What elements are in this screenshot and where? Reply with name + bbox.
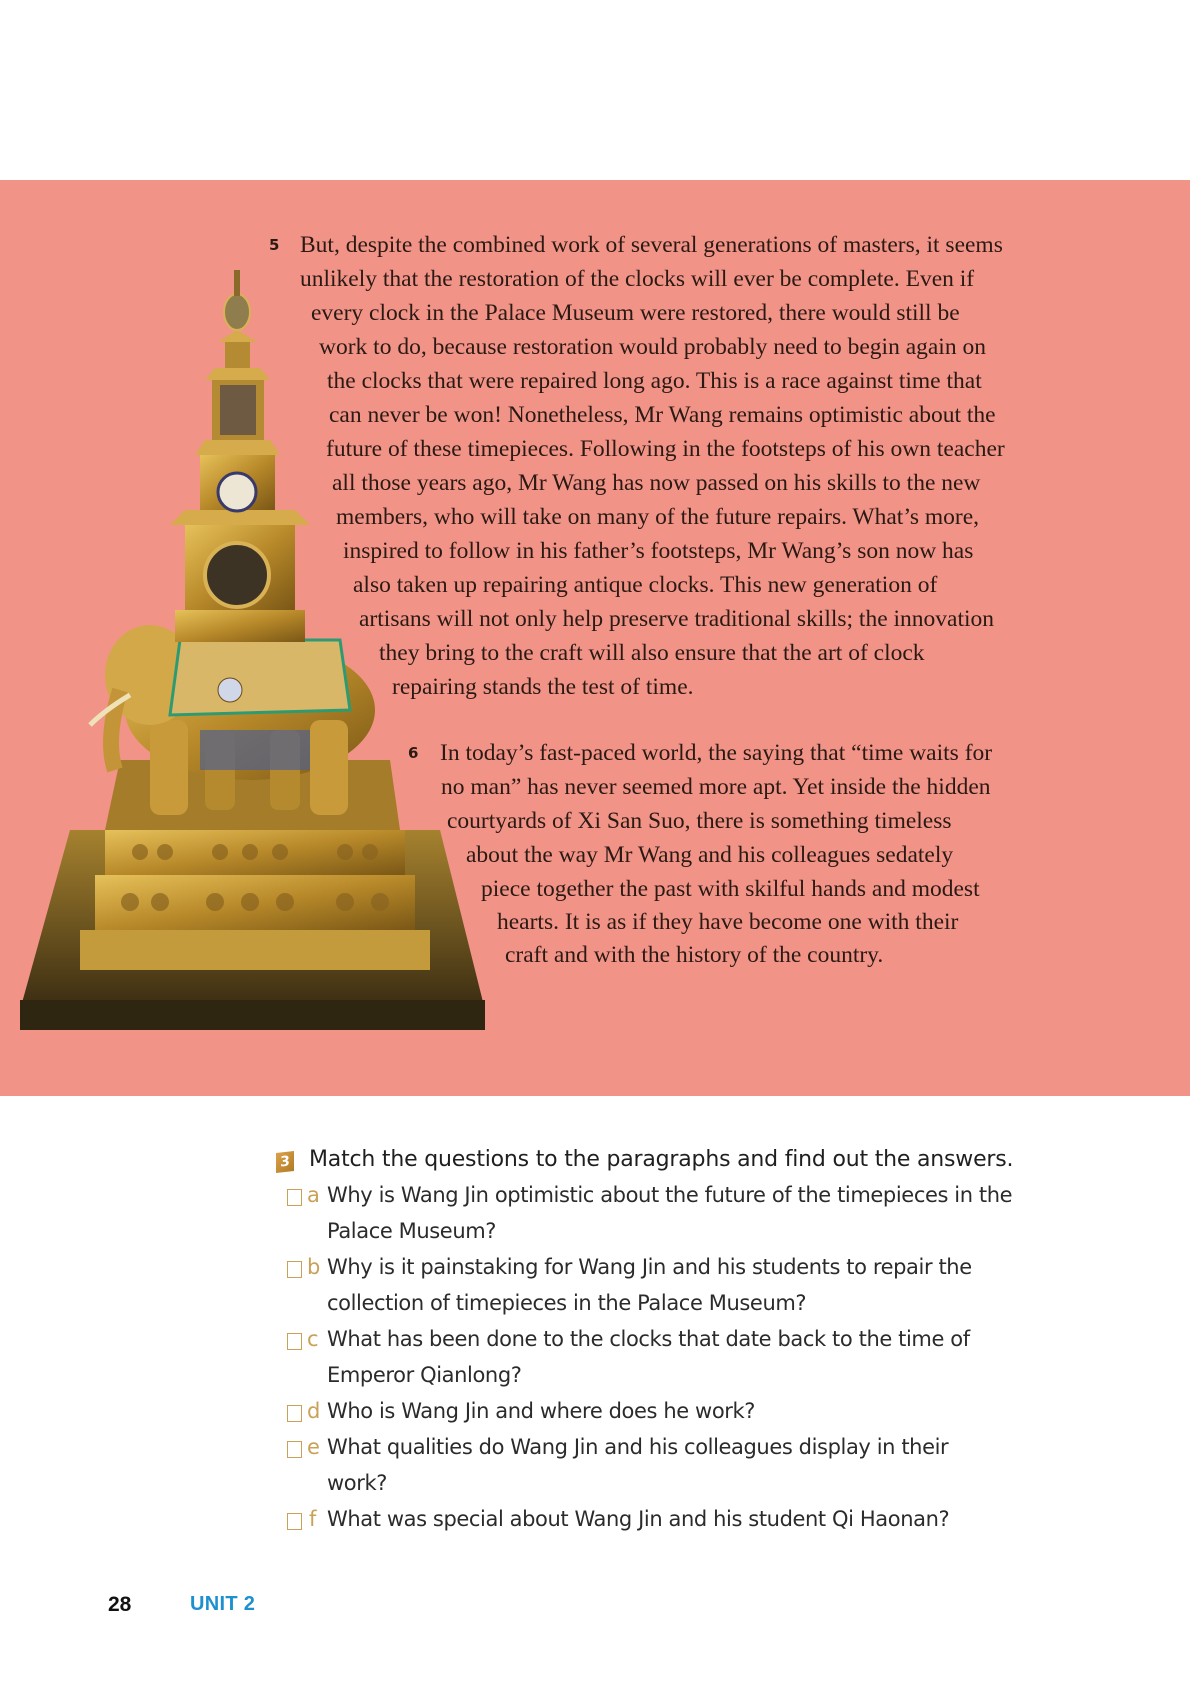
paragraph-6-line: In today’s fast-paced world, the saying that “time waits for [440, 740, 993, 766]
question-text: Why is it painstaking for Wang Jin and his students to repair the [327, 1255, 972, 1279]
paragraph-6-line: about the way Mr Wang and his colleagues sedately [466, 842, 954, 868]
question-letter: f [309, 1507, 317, 1531]
paragraph-5-line: can never be won! Nonetheless, Mr Wang remains optimistic about the [329, 402, 996, 428]
paragraph-6-line: courtyards of Xi San Suo, there is something timeless [447, 808, 952, 834]
paragraph-5-line: inspired to follow in his father’s footsteps, Mr Wang’s son now has [343, 538, 974, 564]
paragraph-5-line: But, despite the combined work of several generations of masters, it seems [300, 232, 1003, 258]
paragraph-6-line: craft and with the history of the country. [505, 942, 884, 968]
paragraph-5-line: unlikely that the restoration of the clocks will ever be complete. Even if [300, 266, 975, 292]
question-text: Who is Wang Jin and where does he work? [327, 1399, 756, 1423]
paragraph-5-line: also taken up repairing antique clocks. This new generation of [353, 572, 938, 598]
question-text: Why is Wang Jin optimistic about the future of the timepieces in the [327, 1183, 1013, 1207]
paragraph-5-line: every clock in the Palace Museum were restored, there would still be [311, 300, 960, 326]
answer-checkbox-e[interactable] [287, 1441, 302, 1458]
question-text: What has been done to the clocks that date back to the time of [327, 1327, 970, 1351]
paragraph-5-line: the clocks that were repaired long ago. This is a race against time that [327, 368, 982, 394]
paragraph-5-line: all those years ago, Mr Wang has now passed on his skills to the new [332, 470, 981, 496]
paragraph-5-line: future of these timepieces. Following in the footsteps of his own teacher [326, 436, 1005, 462]
paragraph-6-line: no man” has never seemed more apt. Yet inside the hidden [441, 774, 991, 800]
question-text: work? [327, 1471, 387, 1495]
paragraph-5-line: they bring to the craft will also ensure that the art of clock [379, 640, 925, 666]
answer-checkbox-d[interactable] [287, 1405, 302, 1422]
exercise-number-badge: 3 [276, 1151, 294, 1173]
answer-checkbox-b[interactable] [287, 1261, 302, 1278]
answer-checkbox-f[interactable] [287, 1513, 302, 1530]
exercise-instruction: Match the questions to the paragraphs and find out the answers. [309, 1147, 1014, 1172]
question-text: What was special about Wang Jin and his student Qi Haonan? [327, 1507, 950, 1531]
unit-label: UNIT 2 [190, 1593, 256, 1615]
paragraph-6-line: hearts. It is as if they have become one with their [497, 909, 959, 935]
page-number: 28 [108, 1593, 132, 1616]
paragraph-5-line: repairing stands the test of time. [392, 674, 694, 700]
paragraph-number-6: 6 [408, 744, 419, 762]
question-letter: b [307, 1255, 321, 1279]
question-letter: d [307, 1399, 321, 1423]
answer-checkbox-c[interactable] [287, 1333, 302, 1350]
paragraph-number-5: 5 [269, 236, 280, 254]
question-letter: e [307, 1435, 320, 1459]
paragraph-5-line: work to do, because restoration would probably need to begin again on [319, 334, 986, 360]
question-text: collection of timepieces in the Palace Museum? [327, 1291, 807, 1315]
question-text: What qualities do Wang Jin and his colleagues display in their [327, 1435, 949, 1459]
answer-checkbox-a[interactable] [287, 1189, 302, 1206]
paragraph-6-line: piece together the past with skilful hands and modest [481, 876, 980, 902]
question-letter: a [307, 1183, 320, 1207]
question-text: Emperor Qianlong? [327, 1363, 522, 1387]
question-letter: c [307, 1327, 319, 1351]
paragraph-5-line: members, who will take on many of the future repairs. What’s more, [336, 504, 980, 530]
question-text: Palace Museum? [327, 1219, 497, 1243]
paragraph-5-line: artisans will not only help preserve traditional skills; the innovation [359, 606, 995, 632]
